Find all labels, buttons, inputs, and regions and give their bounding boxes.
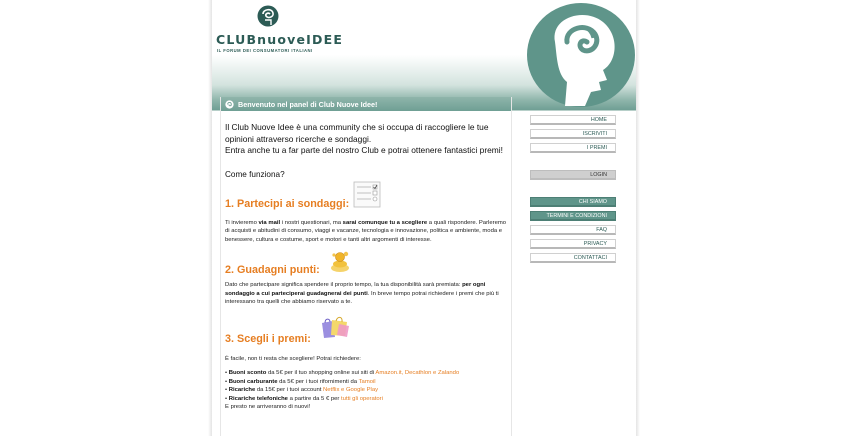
nav-home[interactable]: HOME (530, 115, 616, 125)
section-title-points: 2. Guadagni punti: (225, 264, 320, 276)
list-item: • Ricariche da 15€ per i tuoi account Netflix e Google Play (225, 387, 379, 394)
prize-link[interactable]: Tamoil (358, 378, 376, 385)
nav-faq[interactable]: FAQ (530, 225, 616, 235)
page-container (212, 0, 636, 436)
section-surveys (225, 184, 511, 212)
brain-spiral-icon (225, 100, 234, 109)
prize-link[interactable]: tutti gli operatori (341, 395, 383, 402)
nav-login-group (530, 170, 616, 184)
section-prizes-text: È facile, non ti resta che scegliere! Potrai richiedere: (225, 355, 361, 362)
list-item: • Buoni carburante da 5€ per i tuoi rifornimenti da Tamoil (225, 378, 376, 385)
nav-main (530, 115, 616, 157)
intro-text (225, 122, 511, 157)
brain-spiral-logo-icon[interactable] (257, 4, 279, 28)
intro-line-1: Il Club Nuove Idee è una community che si occupa di raccogliere le tue opinioni attraverso ricerche e sondaggi. (225, 122, 489, 144)
survey-form-icon (353, 181, 381, 208)
nav-prizes[interactable]: I PREMI (530, 143, 616, 153)
nav-terms[interactable]: TERMINI E CONDIZIONI (530, 211, 616, 221)
head-profile-logo-icon (525, 2, 636, 108)
coins-icon (328, 250, 352, 274)
prize-link[interactable]: Netflix e Google Play (323, 387, 379, 394)
panel-header (221, 97, 511, 111)
section-prizes (225, 313, 511, 347)
nav-privacy[interactable]: PRIVACY (530, 239, 616, 249)
prize-link[interactable]: Amazon.it, Decathlon e Zalando (375, 370, 460, 376)
main-panel (220, 97, 512, 436)
panel-header-title: Benvenuto nel panel di Club Nuove Idee! (238, 99, 378, 109)
list-item: • Buoni sconto da 5€ per il tuo shopping online sui siti di Amazon.it, Decathlon e Zalando (225, 370, 460, 376)
prizes-footer: E presto ne arriveranno di nuovi! (225, 404, 311, 411)
nav-info (530, 197, 616, 267)
right-shadow (636, 0, 640, 436)
list-item: • Ricariche telefoniche a partire da 5 € per tutti gli operatori (225, 395, 383, 402)
intro-line-2: Entra anche tu a far parte del nostro Club e potrai ottenere fantastici premi! (225, 145, 503, 155)
section-surveys-text: Ti invieremo via mail i nostri questionari, ma sarai comunque tu a scegliere a quali rispondere. Parleremo di acquisti e abitudini di consumo, viaggi e vacanze, tecnologia e innovazione, politica e ambiente, moda e benessere, cultura e costume, sport e motori e tanti altri argomenti di interesse. (225, 219, 507, 243)
section-title-prizes: 3. Scegli i premi: (225, 332, 311, 345)
logo-subtitle: IL FORUM DEI CONSUMATORI ITALIANI (217, 48, 313, 53)
nav-about[interactable]: CHI SIAMO (530, 197, 616, 207)
section-points (225, 250, 511, 278)
prizes-list (225, 369, 511, 412)
nav-contact[interactable]: CONTATTACI (530, 253, 616, 263)
shopping-bags-icon (319, 313, 351, 339)
section-points-text: Dato che partecipare significa spendere il proprio tempo, la tua disponibilità sarà premiata: per ogni sondaggio a cui parteciperai guadagnerai dei punti. In breve tempo potrai richiedere i premi che più ti interessano tra quelli che abbiamo riservato a te. (225, 282, 499, 305)
nav-login[interactable]: LOGIN (530, 170, 616, 180)
section-title-surveys: 1. Partecipi ai sondaggi: (225, 197, 350, 210)
how-it-works-label: Come funziona? (225, 169, 285, 179)
logo-name[interactable]: CLUBnuoveIDEE (216, 32, 344, 47)
nav-signup[interactable]: ISCRIVITI (530, 129, 616, 139)
